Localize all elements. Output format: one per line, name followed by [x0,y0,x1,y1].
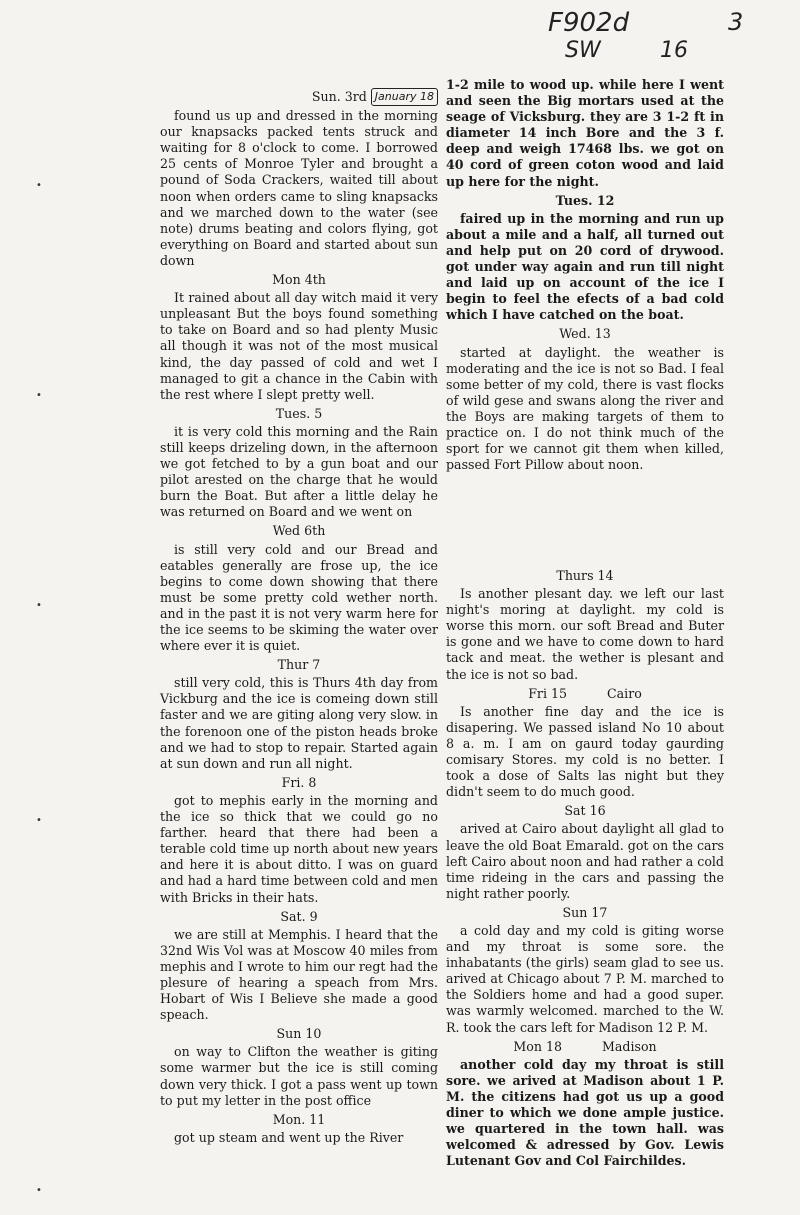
entry-heading-mon4: Mon 4th [272,272,326,288]
entry-heading-sat16: Sat 16 [564,803,606,819]
entry-heading-sun3 [160,88,438,106]
right-column-top [446,77,724,473]
margin-mark: • [36,390,42,401]
entry-text-mon11-continued: 1-2 mile to wood up. while here I went and seen the Big mortars used at the seage of Vicksburg. they are 3 1-2 ft in diameter 14 inch Bore and the 3 f. deep and weigh 17468 lbs. we got on 40 cord of green coton wood and laid up here for the night. [446,77,724,189]
entry-text-thurs14: Is another plesant day. we left our last night's moring at daylight. my cold is worse this morn. our soft Bread and Buter is gone and we have to come down to hard tack and meat. the wether is plesant and the ice is not so bad. [446,586,724,682]
entry-heading-thur7: Thur 7 [277,657,321,673]
right-column-bottom [446,565,724,1169]
heading-place: Madison [601,1038,657,1054]
entry-text-sun17: a cold day and my cold is giting worse and my throat is some sore. the inhabatants (the girls) seam glad to see us. arived at Chicago about 7 P. M. marched to the Soldiers home and had a good super. was warmly welcomed. marched to the W. R. took the cars left for Madison 12 P. M. [446,922,724,1035]
entry-text-sat16: arived at Cairo about daylight all glad to leave the old Boat Emarald. got on the cars left Cairo about noon and had rather a cold time rideing in the cars and passing the night rather poorly. [446,821,724,901]
margin-mark: • [36,1185,42,1196]
entry-heading-tues12: Tues. 12 [555,192,615,208]
margin-mark: • [36,600,42,611]
handwritten-date-annotation: January 18 [371,88,438,106]
entry-heading-fri15 [446,686,724,702]
sub-code-annotation: SW [565,38,601,63]
entry-text-thur7: still very cold, this is Thurs 4th day from Vickburg and the ice is comeing down still faster and we are giting along very slow. in the forenoon one of the piston heads broke and we had to stop to repair. Started again at sun down and run all night. [160,675,438,771]
entry-heading-sat9: Sat. 9 [280,908,318,924]
margin-mark: • [36,815,42,826]
margin-mark: • [36,180,42,191]
left-column [160,85,438,1146]
entry-text-wed6: is still very cold and our Bread and eatables generally are frose up, the ice begins to come down showing that there must be some pretty cold wether north. and in the past it is not very warm here for the ice seems to be skiming the water over where ever it is quiet. [160,541,438,654]
entry-text-fri8: got to mephis early in the morning and the ice so thick that we could go no farther. heard that there had been a terable cold time up north about new years and here it is about ditto. I was on guard and had a hard time between cold and men with Bricks in their hats. [160,792,438,905]
entry-text-sun3: found us up and dressed in the morning our knapsacks packed tents struck and waiting for 8 o'clock to come. I borrowed 25 cents of Monroe Tyler and brought a pound of Soda Crackers, waited till about noon when orders came to sling knapsacks and we marched down to the water (see note) drums beating and colors flying, got everything on Board and started about sun down [160,108,438,268]
entry-text-mon11: got up steam and went up the River [174,1129,404,1145]
entry-text-tues12: faired up in the morning and run up about a mile and a half, all turned out and help put on 20 cord of drywood. got under way again and run till night and laid up on account of the ice I begin to feel the efects of a bad cold which I have catched on the boat. [446,210,724,323]
entry-text-fri15: Is another fine day and the ice is disapering. We passed island No 10 about 8 a. m. I am on gaurd today gaurding comisary Stores. my cold is no better. I took a dose of Salts las night but they didn't seem to do much good. [446,703,724,800]
archive-code-annotation: F902d [548,8,630,38]
entry-text-tues5: it is very cold this morning and the Rain still keeps drizeling down, in the afternoon we got fetched to by a gun boat and our pilot arested on the charge that he would burn the Boat. But after a little delay he was returned on Board and we went on [160,423,438,520]
heading-date: Sun. 3rd [311,89,367,104]
heading-date: Mon 18 [513,1038,562,1054]
entry-heading-mon11: Mon. 11 [272,1111,326,1127]
entry-text-sat9: we are still at Memphis. I heard that the 32nd Wis Vol was at Moscow 40 miles from mephis and I wrote to him our regt had the plesure of hearing a speach from Mrs. Hobart of Wis I Believe she made a good speach. [160,926,438,1023]
heading-place: Cairo [607,685,642,701]
entry-heading-fri8: Fri. 8 [281,774,317,790]
page-number: 3 [728,8,744,36]
entry-heading-sun10: Sun 10 [276,1026,322,1042]
entry-heading-mon18 [446,1039,724,1055]
entry-text-mon4: It rained about all day witch maid it very unpleasant But the boys found something to take on Board and so had plenty Music all though it was not of the most musical kind, the day passed of cold and wet I managed to git a chance in the Cabin with the rest where I slept pretty well. [160,290,438,402]
entry-heading-wed13: Wed. 13 [559,326,611,342]
number-annotation: 16 [660,38,688,63]
entry-heading-tues5: Tues. 5 [275,405,323,421]
entry-text-wed13: started at daylight. the weather is moderating and the ice is not so Bad. I feal some better of my cold, there is vast flocks of wild gese and swans along the river and the Boys are making targets of them to practice on. I do not think much of the sport for we cannot git them when killed, passed Fort Pillow about noon. [446,344,724,473]
heading-date: Fri 15 [528,685,568,701]
entry-heading-sun17: Sun 17 [562,904,608,920]
entry-text-mon18: another cold day my throat is still sore. we arived at Madison about 1 P. M. the citizens had got us up a good diner to which we done ample justice. we quartered in the town hall. was welcomed & adressed by Gov. Lewis Lutenant Gov and Col Fairchildes. [446,1056,724,1169]
entry-text-sun10: on way to Clifton the weather is giting some warmer but the ice is still coming down very thick. I got a pass went up town to put my letter in the post office [160,1044,438,1108]
entry-heading-thurs14: Thurs 14 [556,568,614,583]
entry-heading-wed6: Wed 6th [272,523,326,539]
